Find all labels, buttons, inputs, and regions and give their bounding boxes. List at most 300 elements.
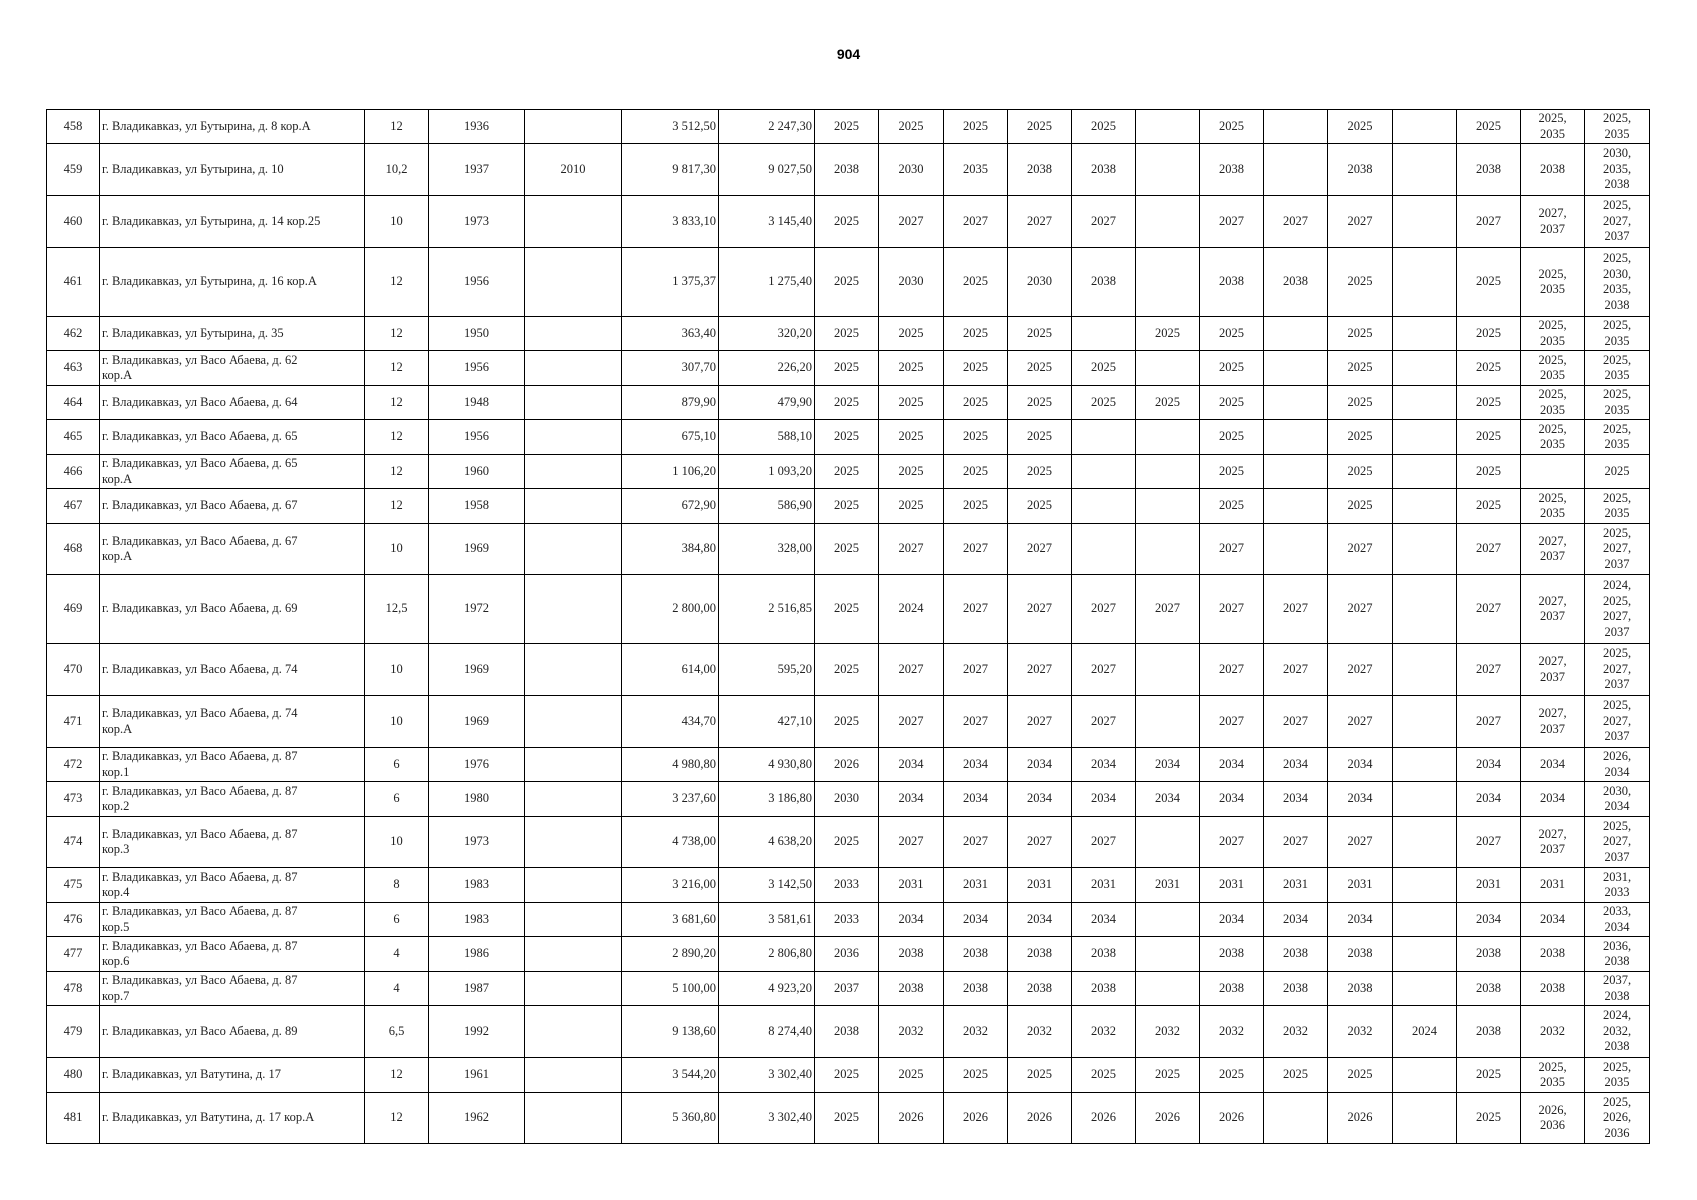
year-cell: 2031 [1008,868,1072,903]
year-cell: 2025 [1136,1058,1200,1093]
year-cell: 2034 [1521,782,1585,817]
year-cell: 2034 [1264,782,1328,817]
year-cell: 2036 [815,937,879,972]
area-cell: 3 186,80 [719,782,815,817]
address-cell: г. Владикавказ, ул Бутырина, д. 16 кор.А [100,248,365,317]
year-cell: 2025 [815,1058,879,1093]
address-cell: г. Владикавказ, ул Васо Абаева, д. 87 кор.3 [100,817,365,868]
year-cell: 1973 [429,817,525,868]
year-cell: 2034 [1328,748,1393,782]
year-cell [1136,196,1200,248]
year-cell: 2027, 2037 [1521,575,1585,644]
area-cell: 3 833,10 [622,196,719,248]
area-cell: 328,00 [719,524,815,575]
address-cell: г. Владикавказ, ул Васо Абаева, д. 69 [100,575,365,644]
value-cell [525,748,622,782]
area-cell: 1 093,20 [719,455,815,489]
year-cell: 2025 [879,489,944,524]
year-cell: 2025 [879,1058,944,1093]
year-cell: 2026, 2036 [1521,1093,1585,1144]
year-cell: 2034 [879,903,944,937]
year-cell: 2027 [879,696,944,748]
year-cell: 2032 [944,1006,1008,1058]
year-cell: 2038 [1072,144,1136,196]
year-cell: 2027, 2037 [1521,817,1585,868]
year-cell: 2025 [1585,455,1650,489]
year-cell: 2038 [1008,144,1072,196]
year-cell: 2025 [1200,455,1264,489]
year-cell [1136,937,1200,972]
year-cell: 2034 [1457,903,1521,937]
year-cell: 2025 [1200,317,1264,351]
year-cell: 2027 [944,817,1008,868]
year-cell: 2025 [815,110,879,144]
year-cell: 2025, 2035 [1521,248,1585,317]
row-number: 458 [47,110,100,144]
year-cell: 2034 [1072,782,1136,817]
year-cell: 1956 [429,420,525,455]
year-cell [1393,903,1457,937]
value-cell: 12 [365,489,429,524]
year-cell: 2031 [879,868,944,903]
year-cell: 2027 [1457,575,1521,644]
year-cell: 2026 [1328,1093,1393,1144]
row-number: 465 [47,420,100,455]
row-number: 467 [47,489,100,524]
year-cell [1136,817,1200,868]
year-cell [1072,317,1136,351]
area-cell: 1 375,37 [622,248,719,317]
value-cell [525,420,622,455]
area-cell: 879,90 [622,386,719,420]
year-cell: 2031 [1328,868,1393,903]
value-cell: 6 [365,748,429,782]
area-cell: 434,70 [622,696,719,748]
year-cell [1072,455,1136,489]
year-cell: 2025 [1328,386,1393,420]
year-cell: 1960 [429,455,525,489]
year-cell: 2031 [944,868,1008,903]
year-cell: 2025 [879,420,944,455]
year-cell [1393,696,1457,748]
table-row [47,248,1650,317]
year-cell: 2031 [1264,868,1328,903]
year-cell: 2038 [1521,972,1585,1006]
table-row [47,868,1650,903]
value-cell [525,782,622,817]
year-cell: 2025, 2035 [1585,317,1650,351]
year-cell: 2027 [1072,817,1136,868]
page-number: 904 [836,46,861,62]
year-cell: 2025 [944,489,1008,524]
year-cell: 2034 [944,903,1008,937]
value-cell: 10 [365,696,429,748]
table-row [47,455,1650,489]
year-cell: 2025 [1457,455,1521,489]
year-cell: 1969 [429,644,525,696]
housing-registry-table [46,109,1650,1144]
value-cell: 10 [365,196,429,248]
year-cell: 2034 [1072,748,1136,782]
year-cell: 2025 [815,196,879,248]
area-cell: 3 302,40 [719,1093,815,1144]
address-cell: г. Владикавказ, ул Васо Абаева, д. 87 кор.5 [100,903,365,937]
value-cell [525,696,622,748]
area-cell: 307,70 [622,351,719,386]
year-cell: 2025 [1328,110,1393,144]
address-cell: г. Владикавказ, ул Васо Абаева, д. 65 кор.А [100,455,365,489]
table-row [47,386,1650,420]
year-cell: 2038 [1200,972,1264,1006]
table-row [47,696,1650,748]
row-number: 477 [47,937,100,972]
area-cell: 1 275,40 [719,248,815,317]
year-cell: 1937 [429,144,525,196]
year-cell: 2033 [815,868,879,903]
year-cell: 2038 [1200,144,1264,196]
address-cell: г. Владикавказ, ул Васо Абаева, д. 67 [100,489,365,524]
table-row [47,817,1650,868]
year-cell: 2031 [1200,868,1264,903]
year-cell: 2025 [815,696,879,748]
year-cell [1136,455,1200,489]
year-cell: 2025 [1008,386,1072,420]
address-cell: г. Владикавказ, ул Васо Абаева, д. 87 кор.7 [100,972,365,1006]
address-cell: г. Владикавказ, ул Васо Абаева, д. 65 [100,420,365,455]
year-cell [1393,937,1457,972]
year-cell: 2034 [1457,782,1521,817]
area-cell: 4 980,80 [622,748,719,782]
year-cell: 2027 [879,817,944,868]
year-cell: 2025 [1457,317,1521,351]
address-cell: г. Владикавказ, ул Бутырина, д. 8 кор.А [100,110,365,144]
address-cell: г. Владикавказ, ул Васо Абаева, д. 87 кор.4 [100,868,365,903]
year-cell [1393,455,1457,489]
year-cell: 1958 [429,489,525,524]
year-cell: 2025 [1328,489,1393,524]
year-cell: 1983 [429,903,525,937]
year-cell: 2024, 2025, 2027, 2037 [1585,575,1650,644]
year-cell [1136,972,1200,1006]
year-cell [1393,317,1457,351]
value-cell: 6 [365,903,429,937]
year-cell: 2026 [1008,1093,1072,1144]
year-cell: 2027 [1457,696,1521,748]
year-cell: 2027 [944,575,1008,644]
row-number: 474 [47,817,100,868]
year-cell [1393,748,1457,782]
year-cell: 2025 [1008,455,1072,489]
year-cell: 2025 [815,489,879,524]
year-cell [1264,386,1328,420]
area-cell: 4 638,20 [719,817,815,868]
address-cell: г. Владикавказ, ул Васо Абаева, д. 87 кор.6 [100,937,365,972]
year-cell: 2025 [1457,489,1521,524]
address-cell: г. Владикавказ, ул Васо Абаева, д. 74 кор.А [100,696,365,748]
year-cell: 2027 [944,524,1008,575]
area-cell: 320,20 [719,317,815,351]
row-number: 469 [47,575,100,644]
year-cell: 2025 [879,110,944,144]
value-cell [525,972,622,1006]
year-cell: 2025 [1457,110,1521,144]
year-cell: 2038 [1008,937,1072,972]
value-cell [525,1006,622,1058]
value-cell [525,351,622,386]
address-cell: г. Владикавказ, ул Васо Абаева, д. 74 [100,644,365,696]
year-cell: 2034 [879,748,944,782]
year-cell: 2025 [1072,1058,1136,1093]
year-cell: 2025 [1200,110,1264,144]
year-cell: 2025, 2035 [1585,110,1650,144]
year-cell: 2034 [1521,903,1585,937]
year-cell: 2025 [944,420,1008,455]
year-cell: 1980 [429,782,525,817]
value-cell: 12 [365,386,429,420]
year-cell: 2025 [1457,351,1521,386]
value-cell: 12 [365,455,429,489]
year-cell: 2034 [1008,748,1072,782]
year-cell: 2025 [1457,248,1521,317]
year-cell: 2031, 2033 [1585,868,1650,903]
area-cell: 4 923,20 [719,972,815,1006]
value-cell [525,489,622,524]
year-cell: 2025 [815,1093,879,1144]
year-cell: 2027 [879,196,944,248]
year-cell: 2025 [1200,1058,1264,1093]
year-cell [1264,1093,1328,1144]
area-cell: 9 027,50 [719,144,815,196]
year-cell: 2038 [1072,937,1136,972]
year-cell: 2025, 2027, 2037 [1585,696,1650,748]
year-cell [1393,351,1457,386]
table-row [47,196,1650,248]
year-cell: 2038 [1457,144,1521,196]
year-cell [1264,351,1328,386]
value-cell [525,1058,622,1093]
year-cell: 2038 [1328,937,1393,972]
year-cell: 2038 [1264,248,1328,317]
year-cell: 2027 [1072,696,1136,748]
year-cell: 1956 [429,248,525,317]
area-cell: 3 302,40 [719,1058,815,1093]
year-cell: 2027 [879,644,944,696]
year-cell [1393,575,1457,644]
year-cell: 2025, 2035 [1521,1058,1585,1093]
year-cell: 2038 [1328,972,1393,1006]
area-cell: 3 216,00 [622,868,719,903]
year-cell: 2025, 2035 [1585,420,1650,455]
value-cell [525,455,622,489]
year-cell: 2034 [1200,782,1264,817]
year-cell: 2025 [879,317,944,351]
table-row [47,351,1650,386]
year-cell: 2025, 2027, 2037 [1585,644,1650,696]
value-cell [525,575,622,644]
year-cell: 2035 [944,144,1008,196]
row-number: 471 [47,696,100,748]
year-cell: 2025 [1264,1058,1328,1093]
year-cell [1136,903,1200,937]
year-cell: 2025 [815,644,879,696]
area-cell: 614,00 [622,644,719,696]
year-cell: 2038 [1457,972,1521,1006]
year-cell: 2027 [1008,575,1072,644]
year-cell: 2034 [1072,903,1136,937]
year-cell: 2027 [1328,696,1393,748]
year-cell: 2025, 2035 [1521,420,1585,455]
area-cell: 9 817,30 [622,144,719,196]
year-cell: 2025, 2030, 2035, 2038 [1585,248,1650,317]
year-cell [1264,317,1328,351]
year-cell: 2027, 2037 [1521,196,1585,248]
year-cell: 2027 [1264,196,1328,248]
year-cell: 2027 [1200,196,1264,248]
value-cell: 2010 [525,144,622,196]
year-cell: 2034 [1521,748,1585,782]
value-cell: 10 [365,817,429,868]
year-cell: 2034 [879,782,944,817]
year-cell: 2034 [944,748,1008,782]
year-cell: 2025, 2035 [1521,386,1585,420]
table-row [47,748,1650,782]
year-cell [1393,868,1457,903]
year-cell: 2025, 2027, 2037 [1585,196,1650,248]
value-cell: 12 [365,110,429,144]
year-cell: 2024 [879,575,944,644]
year-cell: 2038 [815,144,879,196]
year-cell: 2034 [1328,782,1393,817]
year-cell [1072,489,1136,524]
value-cell: 8 [365,868,429,903]
value-cell: 4 [365,972,429,1006]
year-cell: 2025 [1328,317,1393,351]
year-cell: 2025 [815,524,879,575]
year-cell: 2032 [1328,1006,1393,1058]
year-cell: 2026 [944,1093,1008,1144]
year-cell: 2025 [1457,386,1521,420]
year-cell [1136,696,1200,748]
year-cell: 2027 [1328,196,1393,248]
year-cell: 2025 [1200,420,1264,455]
year-cell: 2025, 2026, 2036 [1585,1093,1650,1144]
value-cell: 12 [365,1058,429,1093]
area-cell: 4 738,00 [622,817,719,868]
row-number: 470 [47,644,100,696]
row-number: 475 [47,868,100,903]
year-cell: 2038 [1264,937,1328,972]
year-cell: 2027 [1136,575,1200,644]
year-cell: 2025 [1136,317,1200,351]
year-cell: 2027 [1200,575,1264,644]
value-cell: 12 [365,248,429,317]
row-number: 466 [47,455,100,489]
year-cell: 2025, 2035 [1585,351,1650,386]
address-cell: г. Владикавказ, ул Васо Абаева, д. 64 [100,386,365,420]
year-cell: 2025 [815,455,879,489]
year-cell: 2025 [944,386,1008,420]
year-cell: 2032 [1008,1006,1072,1058]
area-cell: 363,40 [622,317,719,351]
year-cell: 2031 [1457,868,1521,903]
year-cell: 2025 [815,386,879,420]
year-cell: 2025 [944,317,1008,351]
table-row [47,489,1650,524]
year-cell: 2027 [1457,524,1521,575]
year-cell: 2025 [815,317,879,351]
row-number: 462 [47,317,100,351]
year-cell: 2027 [1457,196,1521,248]
value-cell: 6,5 [365,1006,429,1058]
year-cell [1264,524,1328,575]
area-cell: 3 512,50 [622,110,719,144]
year-cell: 2025 [1457,420,1521,455]
year-cell: 2027 [1200,817,1264,868]
year-cell: 1972 [429,575,525,644]
year-cell: 2025 [815,351,879,386]
address-cell: г. Владикавказ, ул Васо Абаева, д. 87 кор.2 [100,782,365,817]
area-cell: 595,20 [719,644,815,696]
value-cell [525,817,622,868]
value-cell: 4 [365,937,429,972]
year-cell: 2038 [1200,937,1264,972]
year-cell: 2038 [815,1006,879,1058]
year-cell: 2025, 2035 [1585,386,1650,420]
address-cell: г. Владикавказ, ул Бутырина, д. 10 [100,144,365,196]
row-number: 478 [47,972,100,1006]
year-cell: 2027 [879,524,944,575]
year-cell: 2027 [1264,696,1328,748]
value-cell: 10 [365,644,429,696]
year-cell: 2025 [1200,386,1264,420]
row-number: 481 [47,1093,100,1144]
year-cell: 2034 [1136,748,1200,782]
year-cell: 2024 [1393,1006,1457,1058]
table-row [47,1058,1650,1093]
address-cell: г. Владикавказ, ул Васо Абаева, д. 87 кор.1 [100,748,365,782]
area-cell: 8 274,40 [719,1006,815,1058]
row-number: 464 [47,386,100,420]
year-cell [1264,455,1328,489]
year-cell: 2027 [1072,196,1136,248]
address-cell: г. Владикавказ, ул Васо Абаева, д. 89 [100,1006,365,1058]
year-cell: 2027, 2037 [1521,696,1585,748]
year-cell [1393,144,1457,196]
year-cell: 2027 [1072,575,1136,644]
year-cell: 2034 [1457,748,1521,782]
year-cell: 2025 [1200,489,1264,524]
year-cell [1393,524,1457,575]
year-cell: 2034 [944,782,1008,817]
area-cell: 479,90 [719,386,815,420]
address-cell: г. Владикавказ, ул Васо Абаева, д. 67 кор.А [100,524,365,575]
year-cell [1393,1058,1457,1093]
row-number: 460 [47,196,100,248]
year-cell [1393,1093,1457,1144]
year-cell: 2025 [815,575,879,644]
year-cell: 2025, 2035 [1521,351,1585,386]
area-cell: 588,10 [719,420,815,455]
year-cell: 2025 [1008,489,1072,524]
value-cell: 12 [365,420,429,455]
table-row [47,1093,1650,1144]
value-cell [525,937,622,972]
year-cell: 1986 [429,937,525,972]
year-cell [1136,110,1200,144]
year-cell: 2025 [1457,1093,1521,1144]
year-cell: 1956 [429,351,525,386]
year-cell: 2027 [1328,644,1393,696]
